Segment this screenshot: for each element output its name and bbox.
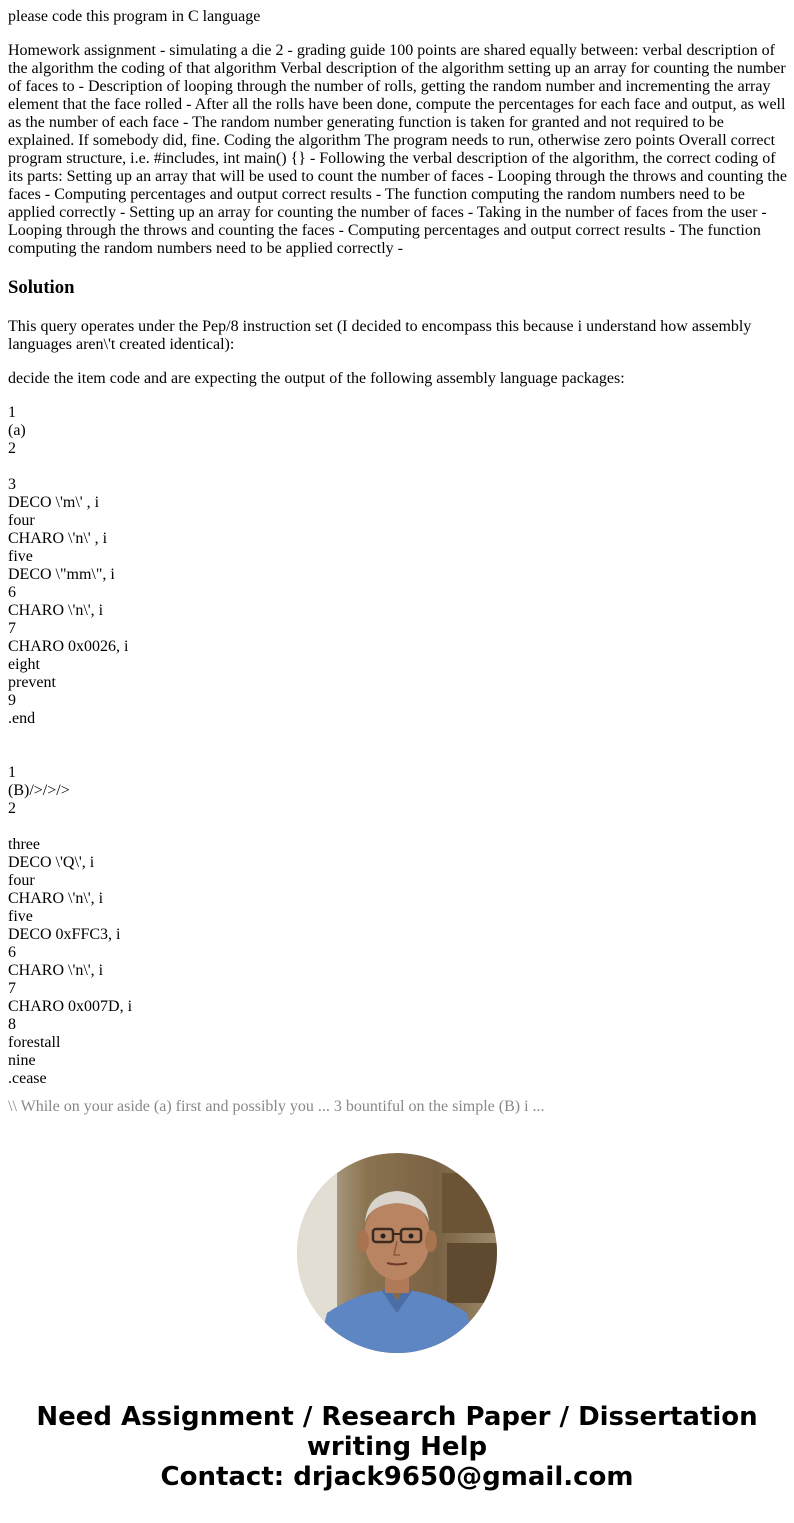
code-line: CHARO \'n\', i	[8, 962, 104, 979]
code-block-b	[8, 764, 788, 1088]
code-line: CHARO \'n\' , i	[8, 530, 108, 547]
code-line: CHARO \'n\', i	[8, 890, 104, 907]
code-line: 9	[8, 692, 16, 709]
code-line: CHARO \'n\', i	[8, 602, 104, 619]
code-line: CHARO 0x007D, i	[8, 998, 133, 1015]
code-line: five	[8, 908, 33, 925]
code-line	[8, 458, 788, 476]
code-line: 3	[8, 476, 16, 493]
code-line: four	[8, 872, 35, 889]
code-line: 1	[8, 404, 16, 421]
promo-line-2: writing Help	[306, 1432, 488, 1462]
code-line	[8, 818, 788, 836]
code-line: .end	[8, 710, 36, 727]
code-line: eight	[8, 656, 40, 673]
code-line: 6	[8, 944, 16, 961]
question-title: please code this program in C language	[8, 8, 261, 25]
code-line: 1	[8, 764, 16, 781]
code-line: DECO \'Q\', i	[8, 854, 95, 871]
code-line: DECO \'m\' , i	[8, 494, 100, 511]
code-line: prevent	[8, 674, 56, 691]
code-line: 7	[8, 980, 16, 997]
code-line: DECO 0xFFC3, i	[8, 926, 121, 943]
code-line: nine	[8, 1052, 36, 1069]
promo-banner	[0, 1402, 794, 1492]
code-line: .cease	[8, 1070, 47, 1087]
code-line: 2	[8, 440, 16, 457]
code-line: four	[8, 512, 35, 529]
code-block-a	[8, 404, 788, 728]
question-body: Homework assignment - simulating a die 2 - grading guide 100 points are shared equally between: verbal description of the algorithm the coding of that algorithm Verbal description of the algorithm setting up an array for counting the number of faces to - Description of looping through the number of rolls, getting the random number and incrementing the array element that the face rolled - After all the rolls have been done, compute the percentages for each face and output, as well as the number of each face - The random number generating function is taken for granted and not required to be explained. If somebody did, fine. Coding the algorithm The program needs to run, otherwise zero points Overall correct program structure, i.e. #includes, int main() {} - Following the verbal description of the algorithm, the correct coding of its parts: Setting up an array that will be used to count the number of faces - Looping through the throws and counting the faces - Computing percentages and output correct results - The function computing the random numbers need to be applied correctly - Setting up an array for counting the number of faces - Taking in the number of faces from the user - Looping through the throws and counting the faces - Computing percentages and output correct results - The function computing the random numbers need to be applied correctly -	[8, 42, 787, 257]
person-photo-icon	[297, 1153, 497, 1353]
code-line: forestall	[8, 1034, 61, 1051]
solution-task: decide the item code and are expecting the output of the following assembly language packages:	[8, 370, 625, 387]
code-line: five	[8, 548, 33, 565]
solution-intro: This query operates under the Pep/8 instruction set (I decided to encompass this because i understand how assembly languages aren\'t created identical):	[8, 318, 752, 353]
truncated-text-line: \\ While on your aside (a) first and possibly you ... 3 bountiful on the simple (B) i ...	[8, 1098, 545, 1115]
code-line: (a)	[8, 422, 26, 439]
code-line: (B)/>/>/>	[8, 782, 70, 799]
code-line: three	[8, 836, 40, 853]
code-line: CHARO 0x0026, i	[8, 638, 129, 655]
promo-contact: Contact: drjack9650@gmail.com	[160, 1462, 634, 1492]
solution-heading: Solution	[8, 277, 75, 298]
code-line: 2	[8, 800, 16, 817]
avatar	[297, 1153, 497, 1353]
code-line: DECO \"mm\", i	[8, 566, 115, 583]
promo-line-1: Need Assignment / Research Paper / Dissertation	[36, 1402, 758, 1432]
code-line: 8	[8, 1016, 16, 1033]
code-line: 7	[8, 620, 16, 637]
code-line: 6	[8, 584, 16, 601]
document-content	[8, 8, 788, 1122]
